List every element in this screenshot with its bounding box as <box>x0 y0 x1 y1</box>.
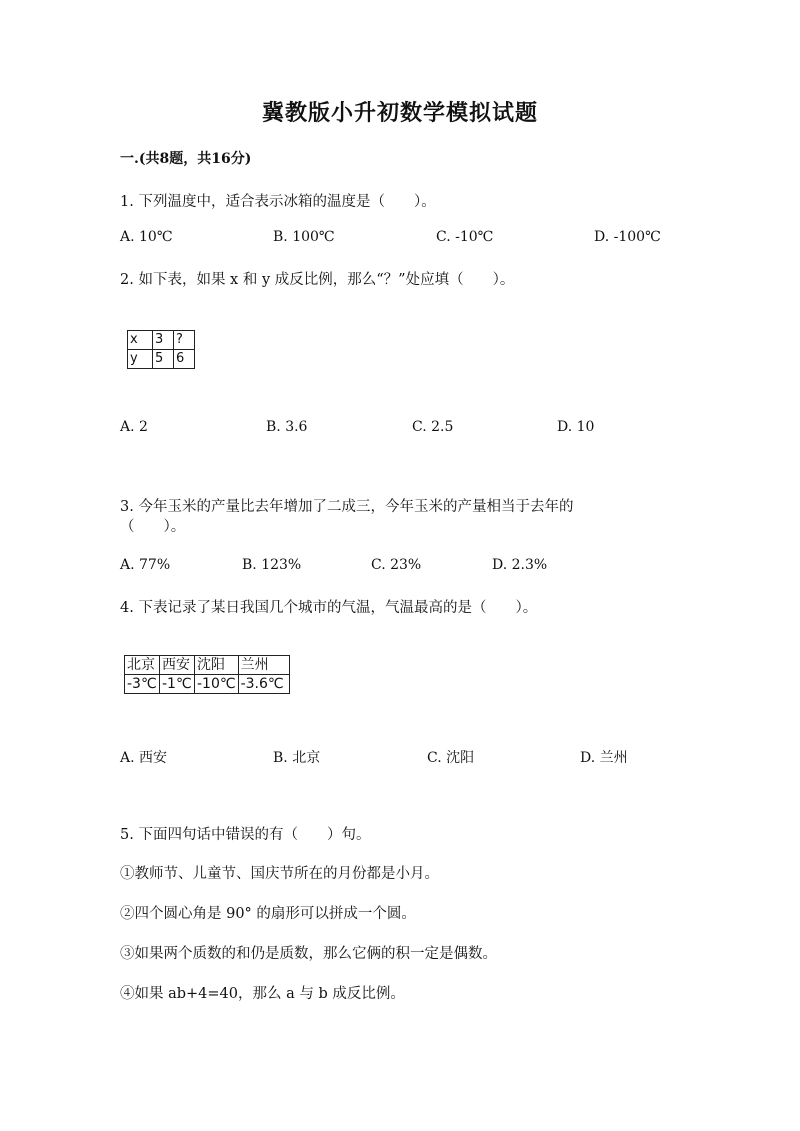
question-3-option-d: D. 2.3% <box>492 557 548 573</box>
page-title: 冀教版小升初数学模拟试题 <box>261 100 538 126</box>
table-row <box>128 350 195 369</box>
table-row <box>128 331 195 350</box>
table-cell: 西安 <box>160 656 195 675</box>
table-cell: ? <box>174 331 195 350</box>
table-cell: x <box>128 331 153 350</box>
section-heading: 一.(共8题，共16分) <box>120 151 252 167</box>
table-cell: 沈阳 <box>195 656 239 675</box>
question-1-option-d: D. -100℃ <box>594 229 661 245</box>
question-4-table <box>124 655 290 694</box>
table-cell: -3.6℃ <box>238 675 289 694</box>
question-2-option-d: D. 10 <box>557 419 595 435</box>
question-4-option-b: B. 北京 <box>273 750 321 766</box>
question-2-table <box>127 330 195 369</box>
question-2-option-b: B. 3.6 <box>266 419 308 435</box>
question-3-stem-line1: 3. 今年玉米的产量比去年增加了二成三，今年玉米的产量相当于去年的 <box>120 499 574 515</box>
table-cell: 兰州 <box>238 656 289 675</box>
table-row <box>125 656 290 675</box>
table-cell: -10℃ <box>195 675 239 694</box>
question-4-option-d: D. 兰州 <box>580 750 628 766</box>
table-cell: y <box>128 350 153 369</box>
question-4-stem: 4. 下表记录了某日我国几个城市的气温，气温最高的是（ ）。 <box>120 600 538 616</box>
question-4-option-c: C. 沈阳 <box>427 750 475 766</box>
question-5-statement-1: ①教师节、儿童节、国庆节所在的月份都是小月。 <box>120 866 439 882</box>
question-2-option-c: C. 2.5 <box>412 419 454 435</box>
table-cell: -1℃ <box>160 675 195 694</box>
question-4-option-a: A. 西安 <box>120 750 168 766</box>
question-1-option-b: B. 100℃ <box>273 229 335 245</box>
question-1-option-c: C. -10℃ <box>436 229 494 245</box>
table-cell: 5 <box>153 350 174 369</box>
question-5-stem: 5. 下面四句话中错误的有（ ）句。 <box>120 827 371 843</box>
question-5-statement-2: ②四个圆心角是 90° 的扇形可以拼成一个圆。 <box>120 906 416 922</box>
question-3-option-c: C. 23% <box>371 557 422 573</box>
question-3-option-b: B. 123% <box>242 557 302 573</box>
table-row <box>125 675 290 694</box>
table-cell: 北京 <box>125 656 160 675</box>
question-5-statement-4: ④如果 ab+4=40，那么 a 与 b 成反比例。 <box>120 986 405 1002</box>
table-cell: 3 <box>153 331 174 350</box>
question-3-option-a: A. 77% <box>120 557 171 573</box>
question-1-stem: 1. 下列温度中，适合表示冰箱的温度是（ ）。 <box>120 194 436 210</box>
question-5-statement-3: ③如果两个质数的和仍是质数，那么它俩的积一定是偶数。 <box>120 946 497 962</box>
question-1-option-a: A. 10℃ <box>120 229 173 245</box>
table-cell: 6 <box>174 350 195 369</box>
question-2-option-a: A. 2 <box>120 419 148 435</box>
question-3-stem-line2: （ ）。 <box>120 519 186 535</box>
question-2-stem: 2. 如下表，如果 x 和 y 成反比例，那么“？”处应填（ ）。 <box>120 272 515 288</box>
table-cell: -3℃ <box>125 675 160 694</box>
